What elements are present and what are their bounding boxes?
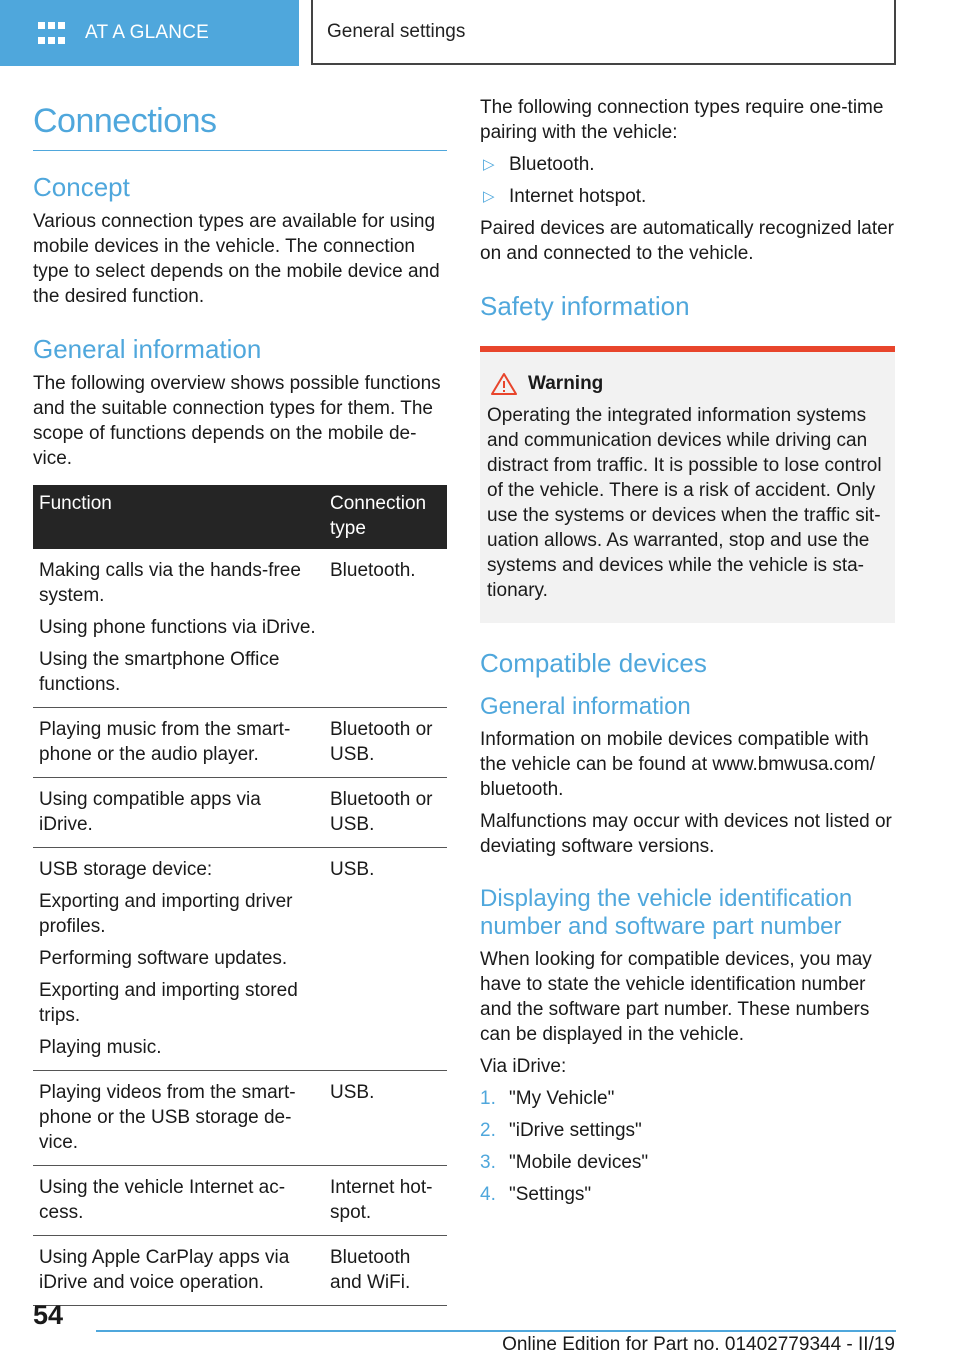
connection-cell: Bluetooth or USB. bbox=[324, 777, 447, 847]
step-label: "iDrive settings" bbox=[509, 1120, 642, 1142]
connection-cell: Internet hot‐ spot. bbox=[324, 1165, 447, 1235]
table-row bbox=[33, 549, 447, 708]
display-vin-heading: Displaying the vehicle identification number and software part number bbox=[480, 884, 853, 940]
triangle-right-icon: ▷ bbox=[483, 188, 495, 205]
right-column bbox=[480, 95, 895, 1214]
triangle-right-icon: ▷ bbox=[483, 156, 495, 173]
function-cell bbox=[33, 777, 324, 847]
function-text: Using compatible apps via iDrive. bbox=[39, 788, 261, 835]
at-a-glance-tab[interactable] bbox=[0, 0, 299, 66]
warning-box bbox=[480, 346, 895, 623]
function-text: Exporting and importing stored trips. bbox=[39, 979, 298, 1026]
function-cell bbox=[33, 1070, 324, 1165]
page-title: Connections bbox=[33, 101, 447, 151]
display-vin-text: When looking for compatible devices, you may have to state the vehicle identification number and the software part number. These numbers can be displayed in the vehicle. bbox=[480, 949, 872, 1046]
table-row bbox=[33, 847, 447, 1070]
function-text: Using phone functions via iDrive. bbox=[39, 616, 316, 638]
step-number: 4. bbox=[480, 1184, 496, 1206]
section-tab bbox=[311, 0, 896, 65]
via-idrive-label: Via iDrive: bbox=[480, 1056, 567, 1078]
step-number: 1. bbox=[480, 1088, 496, 1110]
connection-cell: Bluetooth. bbox=[324, 549, 447, 708]
function-text: Using the vehicle Internet ac‐ cess. bbox=[39, 1176, 286, 1223]
function-text: Performing software updates. bbox=[39, 947, 288, 969]
table-header-row bbox=[33, 485, 447, 549]
function-column-header: Function bbox=[33, 485, 324, 549]
warning-text: Operating the integrated information systems and communication devices while driving can distract from traffic. It is possible to lose control of the vehicle. There is a risk of accident. Only use the systems or devices when the traffic sit‐ uation allows. As warranted, stop and use the systems and devices while the vehicle is sta‐ tionary. bbox=[487, 404, 882, 601]
function-cell bbox=[33, 707, 324, 777]
table-row bbox=[33, 1165, 447, 1235]
pairing-intro: The following connection types require one-time pairing with the vehicle: bbox=[480, 97, 884, 143]
list-item bbox=[480, 1150, 895, 1175]
connections-table bbox=[33, 485, 447, 1306]
table-row bbox=[33, 1235, 447, 1305]
footer-divider bbox=[96, 1330, 896, 1332]
connection-cell: Bluetooth and WiFi. bbox=[324, 1235, 447, 1305]
table-row bbox=[33, 777, 447, 847]
edition-text: Online Edition for Part no. 01402779344 - II/19 bbox=[502, 1334, 895, 1355]
function-text: Playing music from the smart‐ phone or the audio player. bbox=[39, 718, 291, 765]
connection-column-header: Connection type bbox=[324, 485, 447, 549]
step-label: "Mobile devices" bbox=[509, 1152, 649, 1174]
compatible-general-heading: General information bbox=[480, 692, 691, 720]
pairing-outro: Paired devices are automatically recognized later on and connected to the vehicle. bbox=[480, 218, 894, 264]
at-a-glance-label: AT A GLANCE bbox=[85, 22, 209, 43]
warning-title: Warning bbox=[528, 372, 604, 394]
left-column bbox=[33, 95, 447, 1306]
page-header bbox=[0, 0, 960, 66]
function-text: Using Apple CarPlay apps via iDrive and voice operation. bbox=[39, 1246, 290, 1293]
function-text: Playing videos from the smart‐ phone or the USB storage de‐ vice. bbox=[39, 1081, 296, 1153]
step-number: 2. bbox=[480, 1120, 496, 1142]
compatible-general-text-2: Malfunctions may occur with devices not listed or deviating software versions. bbox=[480, 810, 892, 857]
warning-triangle-icon bbox=[490, 372, 518, 396]
warning-header bbox=[487, 372, 888, 396]
function-text: Playing music. bbox=[39, 1036, 162, 1058]
compatible-devices-heading: Compatible devices bbox=[480, 647, 707, 678]
section-label: General settings bbox=[327, 20, 466, 42]
grid-icon bbox=[38, 22, 65, 44]
list-item bbox=[480, 152, 895, 177]
safety-heading: Safety information bbox=[480, 291, 690, 321]
page-number: 54 bbox=[33, 1300, 64, 1330]
function-text: Exporting and importing driver profiles. bbox=[39, 890, 293, 937]
general-info-heading: General information bbox=[33, 333, 262, 364]
table-row bbox=[33, 1070, 447, 1165]
general-info-text: The following overview shows possible functions and the suitable connection types for them. The scope of functions depends on the mobile de‐ vice. bbox=[33, 372, 441, 469]
function-cell bbox=[33, 549, 324, 708]
connection-cell: Bluetooth or USB. bbox=[324, 707, 447, 777]
list-item-text: Bluetooth. bbox=[509, 154, 595, 175]
table-row bbox=[33, 707, 447, 777]
function-text: Making calls via the hands-free system. bbox=[39, 559, 301, 606]
concept-heading: Concept bbox=[33, 171, 130, 202]
connection-cell: USB. bbox=[324, 847, 447, 1070]
step-label: "My Vehicle" bbox=[509, 1088, 615, 1110]
list-item bbox=[480, 184, 895, 209]
list-item bbox=[480, 1086, 895, 1111]
step-number: 3. bbox=[480, 1152, 496, 1174]
list-item bbox=[480, 1118, 895, 1143]
concept-text: Various connection types are available for using mobile devices in the vehicle. The connection type to select depends on the mobile device and the desired function. bbox=[33, 210, 440, 307]
list-item-text: Internet hotspot. bbox=[509, 186, 647, 207]
compatible-general-text-1: Information on mobile devices compatible with the vehicle can be found at www.bmwusa.com/ bluetooth. bbox=[480, 728, 875, 800]
list-item bbox=[480, 1182, 895, 1207]
function-cell bbox=[33, 1235, 324, 1305]
step-label: "Settings" bbox=[509, 1184, 592, 1206]
connection-cell: USB. bbox=[324, 1070, 447, 1165]
function-cell bbox=[33, 1165, 324, 1235]
function-text: USB storage device: bbox=[39, 858, 213, 880]
function-text: Using the smartphone Office functions. bbox=[39, 648, 280, 695]
function-cell bbox=[33, 847, 324, 1070]
